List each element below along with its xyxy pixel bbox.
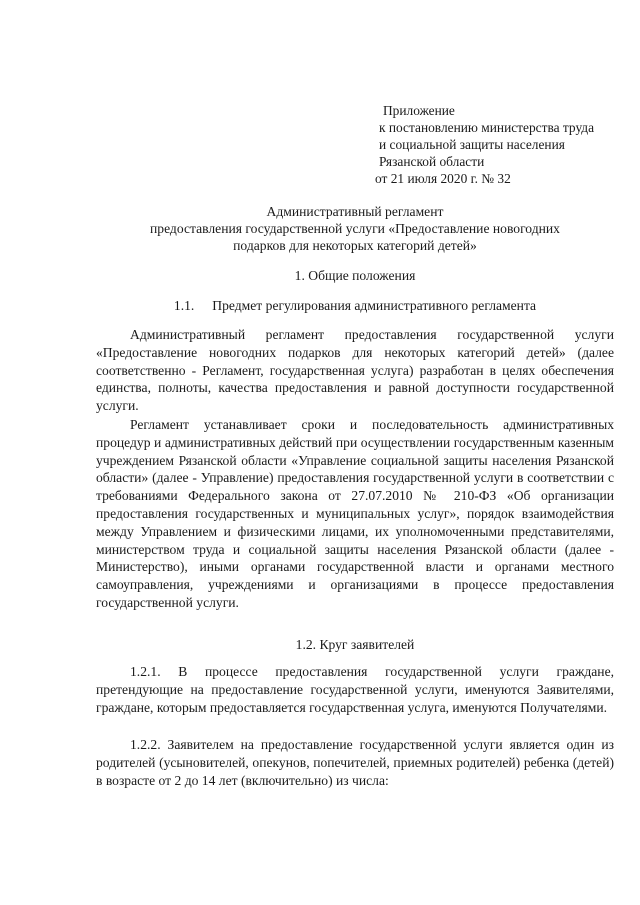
paragraph: 1.2.1. В процессе предоставления государственной услуги граждане, претендующие на предоставление государственной услуги, именуются Заявителями, граждане, которым предоставляется государственная услуга, именуются Получателями. (96, 664, 614, 715)
subsection-title: Предмет регулирования административного регламента (212, 298, 537, 313)
paragraph: 1.2.2. Заявителем на предоставление государственной услуги является один из родителей (усыновителей, опекунов, попечителей, приемных родителей) ребенка (детей) в возрасте от 2 до 14 лет (включительно) из числа: (96, 737, 614, 788)
appendix-line: к постановлению министерства труда (379, 120, 595, 135)
subsection-heading: 1.2. Круг заявителей (295, 637, 415, 652)
subsection-heading (96, 297, 614, 314)
title-line: Административный регламент (266, 204, 444, 219)
subsection-number: 1.1. (173, 298, 195, 313)
appendix-line: и социальной защиты населения (379, 137, 565, 152)
appendix-line: Рязанской области (379, 154, 485, 169)
document-title (96, 203, 614, 254)
paragraph: Административный регламент предоставления государственной услуги «Предоставление новогодних подарков для некоторых категорий детей» (далее соответственно - Регламент, государственная услуга) разработан в целях обеспечения единства, полноты, качества предоставления и равной доступности государственной услуги. (96, 327, 614, 414)
appendix-line: Приложение (383, 103, 455, 118)
title-line: предоставления государственной услуги «Предоставление новогодних (150, 221, 560, 236)
appendix-block (375, 102, 594, 187)
section-heading: 1. Общие положения (294, 268, 416, 283)
appendix-date-line: от 21 июля 2020 г. № 32 (375, 171, 511, 186)
paragraph: Регламент устанавливает сроки и последовательность административных процедур и административных действий при осуществлении государственным казенным учреждением Рязанской области «Управление социальной защиты населения Рязанской области» (далее - Управление) предоставления государственной услуги в соответствии с требованиями Федерального закона от 27.07.2010 № 210-ФЗ «Об организации предоставления государственных и муниципальных услуг», порядок взаимодействия между Управлением и физическими лицами, их уполномоченными представителями, министерством труда и социальной защиты населения Рязанской области (далее - Министерство), иными органами государственной власти и органами местного самоуправления, учреждениями и организациями в процессе предоставления государственной услуги. (96, 417, 614, 610)
title-line: подарков для некоторых категорий детей» (233, 238, 477, 253)
